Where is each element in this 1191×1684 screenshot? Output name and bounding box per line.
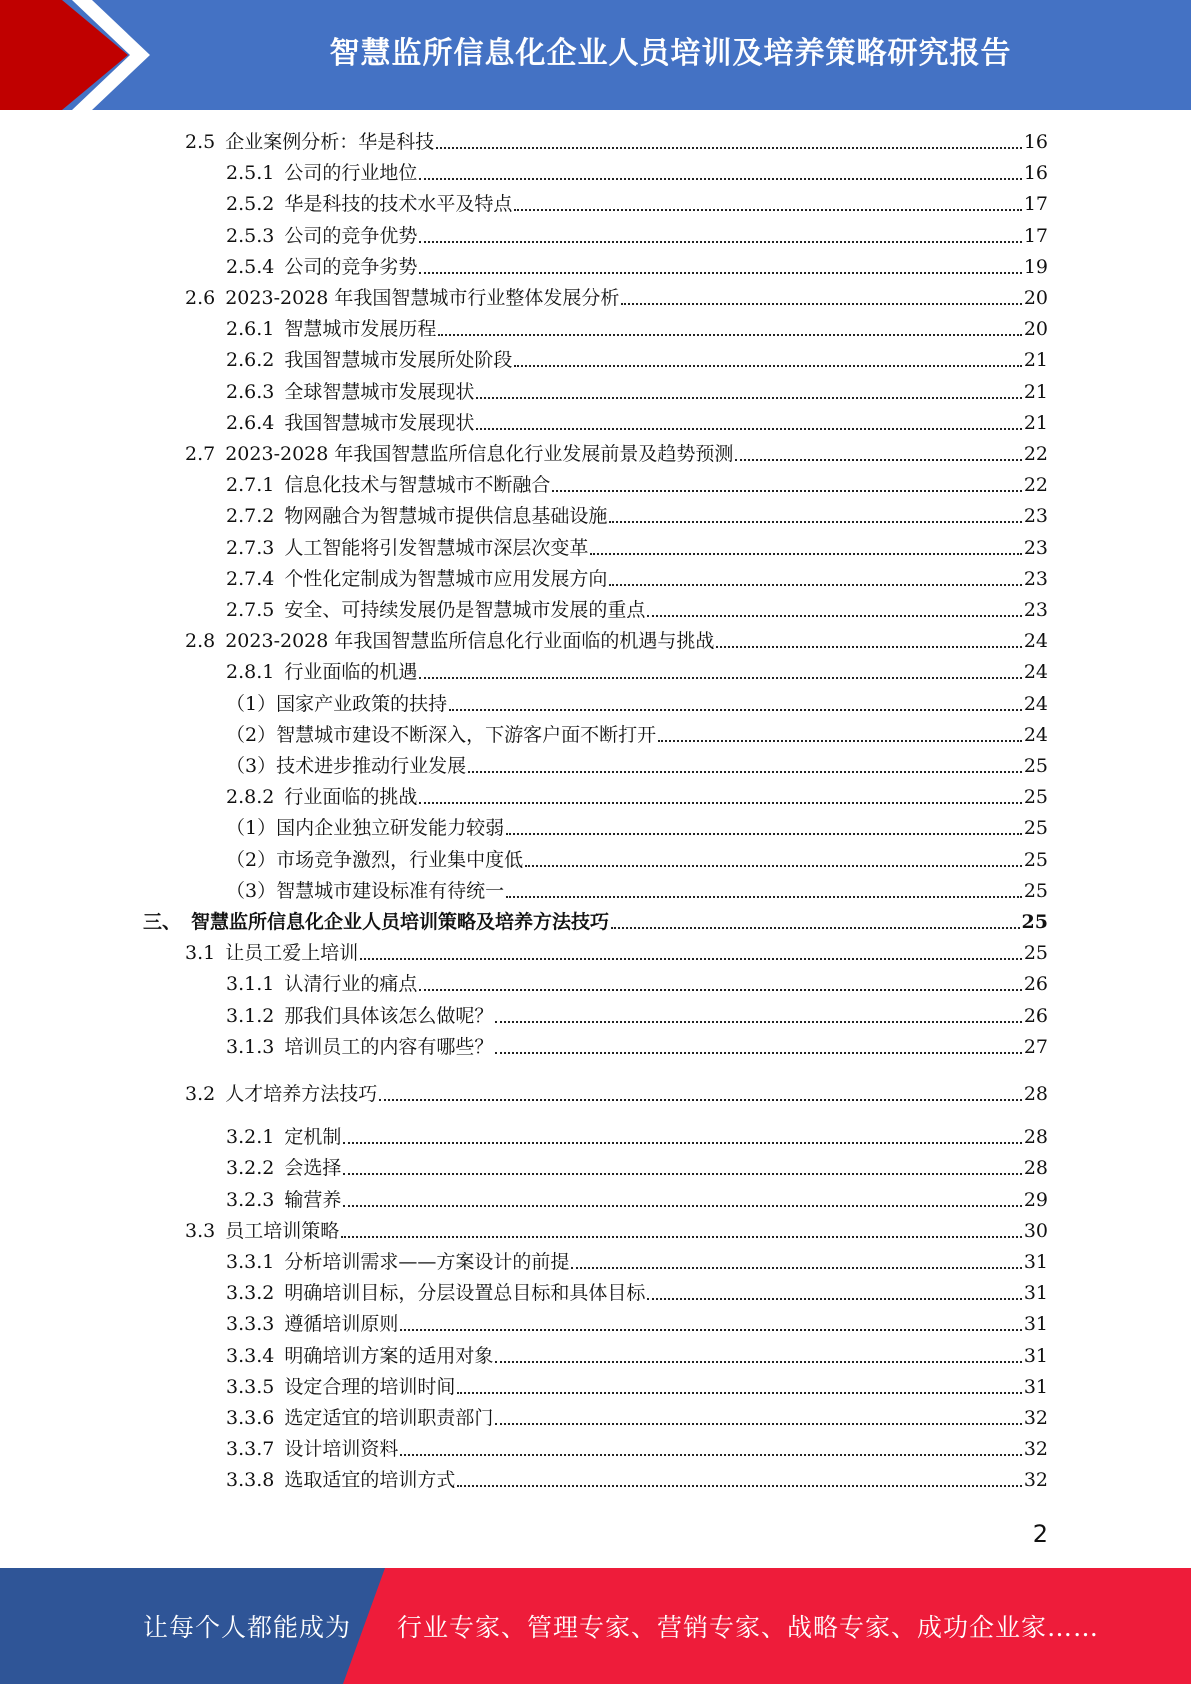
toc-entry-title: 公司的竞争劣势 — [284, 256, 418, 278]
toc-entry[interactable] — [226, 814, 1048, 842]
toc-entry[interactable] — [226, 1033, 1048, 1061]
toc-dot-leader — [419, 802, 1021, 804]
toc-dot-leader — [436, 147, 1022, 149]
footer-slogan-left: 让每个人都能成为 — [143, 1613, 352, 1642]
toc-entry-number: 3.3.6 — [226, 1407, 275, 1429]
toc-entry-page: 26 — [1023, 1005, 1048, 1027]
toc-entry-title: 安全、可持续发展仍是智慧城市发展的重点 — [284, 599, 646, 621]
toc-entry-page: 23 — [1023, 568, 1048, 590]
toc-entry-title: 我国智慧城市发展现状 — [284, 412, 475, 434]
toc-entry[interactable] — [226, 1123, 1048, 1151]
toc-entry-page: 25 — [1023, 880, 1048, 902]
toc-dot-leader — [419, 677, 1021, 679]
toc-entry-title: 员工培训策略 — [225, 1220, 340, 1242]
toc-entry-number: 2.6.2 — [226, 349, 275, 371]
toc-dot-leader — [611, 927, 1020, 929]
toc-entry-number: 2.5.3 — [226, 225, 275, 247]
toc-entry-page: 23 — [1023, 599, 1048, 621]
toc-entry-number: （2） — [226, 724, 277, 746]
toc-entry[interactable] — [226, 1404, 1048, 1432]
toc-dot-leader — [552, 490, 1021, 492]
toc-dot-leader — [457, 1392, 1021, 1394]
toc-entry-number: 2.8.2 — [226, 786, 275, 808]
toc-entry-number: 2.8 — [185, 630, 216, 652]
toc-entry-title: 认清行业的痛点 — [284, 973, 418, 995]
toc-entry-title: 全球智慧城市发展现状 — [284, 381, 475, 403]
toc-entry-page: 23 — [1023, 505, 1048, 527]
toc-entry[interactable] — [226, 846, 1048, 874]
toc-dot-leader — [495, 1361, 1021, 1363]
toc-entry-title: 技术进步推动行业发展 — [276, 755, 467, 777]
toc-entry[interactable] — [185, 1217, 1048, 1245]
toc-dot-leader — [514, 365, 1021, 367]
toc-entry-page: 31 — [1023, 1282, 1048, 1304]
toc-entry-title: 国家产业政策的扶持 — [276, 693, 448, 715]
toc-entry-number: 三、 — [143, 911, 182, 933]
toc-dot-leader — [360, 958, 1022, 960]
toc-dot-leader — [514, 209, 1021, 211]
toc-entry[interactable] — [226, 1154, 1048, 1182]
toc-dot-leader — [571, 1267, 1021, 1269]
toc-entry[interactable] — [226, 565, 1048, 593]
toc-entry-page: 25 — [1023, 755, 1048, 777]
toc-entry-title: 2023-2028 年我国智慧城市行业整体发展分析 — [225, 287, 620, 309]
toc-entry-title: 智慧城市建设不断深入，下游客户面不断打开 — [276, 724, 657, 746]
toc-entry-number: 2.7.3 — [226, 537, 275, 559]
toc-entry-number: （3） — [226, 755, 277, 777]
toc-entry-number: 3.1.3 — [226, 1036, 275, 1058]
toc-entry-page: 25 — [1021, 911, 1048, 933]
toc-entry-page: 28 — [1023, 1126, 1048, 1148]
toc-dot-leader — [621, 303, 1021, 305]
toc-dot-leader — [457, 1485, 1021, 1487]
toc-dot-leader — [647, 1298, 1021, 1300]
toc-entry[interactable] — [226, 596, 1048, 624]
toc-entry-title: 华是科技的技术水平及特点 — [284, 193, 513, 215]
toc-entry-title: 设定合理的培训时间 — [284, 1376, 456, 1398]
toc-entry[interactable] — [226, 346, 1048, 374]
toc-entry-page: 24 — [1023, 693, 1048, 715]
toc-entry-page: 28 — [1023, 1157, 1048, 1179]
toc-entry-page: 31 — [1023, 1376, 1048, 1398]
toc-entry[interactable] — [226, 1310, 1048, 1338]
toc-entry-title: 人工智能将引发智慧城市深层次变革 — [284, 537, 589, 559]
toc-entry[interactable] — [226, 783, 1048, 811]
toc-entry[interactable] — [185, 440, 1048, 468]
toc-dot-leader — [419, 241, 1021, 243]
toc-entry-number: 2.8.1 — [226, 661, 275, 683]
toc-entry-page: 25 — [1023, 786, 1048, 808]
toc-entry-title: 明确培训方案的适用对象 — [284, 1345, 494, 1367]
toc-entry[interactable] — [226, 690, 1048, 718]
toc-entry-number: 3.3.5 — [226, 1376, 275, 1398]
toc-dot-leader — [419, 178, 1021, 180]
toc-entry-page: 31 — [1023, 1345, 1048, 1367]
toc-entry-number: 2.6.3 — [226, 381, 275, 403]
toc-entry[interactable] — [185, 128, 1048, 156]
toc-dot-leader — [419, 272, 1021, 274]
toc-entry-page: 29 — [1023, 1189, 1048, 1211]
toc-entry-title: 智慧城市建设标准有待统一 — [276, 880, 505, 902]
toc-entry-title: 行业面临的挑战 — [284, 786, 418, 808]
toc-entry-number: 2.6 — [185, 287, 216, 309]
toc-entry[interactable] — [226, 159, 1048, 187]
toc-dot-leader — [379, 1099, 1022, 1101]
toc-entry-page: 23 — [1023, 537, 1048, 559]
toc-entry-title: 遵循培训原则 — [284, 1313, 399, 1335]
toc-entry-title: 我国智慧城市发展所处阶段 — [284, 349, 513, 371]
toc-entry-page: 25 — [1023, 817, 1048, 839]
toc-entry-number: 3.1 — [185, 942, 216, 964]
toc-entry-title: 选取适宜的培训方式 — [284, 1469, 456, 1491]
toc-dot-leader — [525, 865, 1022, 867]
toc-entry-number: 3.2.2 — [226, 1157, 275, 1179]
toc-entry[interactable] — [226, 409, 1048, 437]
page-header — [0, 0, 1191, 110]
toc-entry-number: 2.6.1 — [226, 318, 275, 340]
toc-entry-page: 25 — [1023, 849, 1048, 871]
toc-entry-title: 公司的竞争优势 — [284, 225, 418, 247]
toc-entry-title: 智慧监所信息化企业人员培训策略及培养方法技巧 — [191, 911, 610, 933]
footer-slogan-right: 行业专家、管理专家、营销专家、战略专家、成功企业家…… — [397, 1613, 1100, 1642]
toc-entry-title: 那我们具体该怎么做呢？ — [284, 1005, 494, 1027]
toc-entry-number: 3.3.4 — [226, 1345, 275, 1367]
toc-entry-number: 3.3.8 — [226, 1469, 275, 1491]
toc-entry-title: 会选择 — [284, 1157, 342, 1179]
toc-entry-title: 2023-2028 年我国智慧监所信息化行业面临的机遇与挑战 — [225, 630, 715, 652]
toc-entry-title: 企业案例分析：华是科技 — [225, 131, 435, 153]
toc-entry[interactable] — [226, 970, 1048, 998]
page-number: 2 — [1032, 1520, 1048, 1548]
toc-entry-page: 16 — [1023, 131, 1048, 153]
toc-entry-page: 27 — [1023, 1036, 1048, 1058]
toc-dot-leader — [609, 584, 1021, 586]
toc-dot-leader — [400, 1329, 1021, 1331]
toc-dot-leader — [506, 896, 1022, 898]
toc-entry-number: 2.5.1 — [226, 162, 275, 184]
toc-entry-number: 2.7.5 — [226, 599, 275, 621]
toc-entry-title: 人才培养方法技巧 — [225, 1083, 378, 1105]
toc-entry-page: 24 — [1023, 724, 1048, 746]
toc-entry-page: 16 — [1023, 162, 1048, 184]
toc-dot-leader — [658, 740, 1022, 742]
toc-entry[interactable] — [226, 1002, 1048, 1030]
toc-entry-page: 31 — [1023, 1313, 1048, 1335]
toc-entry-title: 输营养 — [284, 1189, 342, 1211]
toc-entry-page: 24 — [1023, 630, 1048, 652]
toc-entry-page: 21 — [1023, 349, 1048, 371]
toc-entry[interactable] — [226, 1248, 1048, 1276]
toc-entry[interactable] — [226, 877, 1048, 905]
toc-dot-leader — [400, 1454, 1021, 1456]
toc-dot-leader — [495, 1021, 1021, 1023]
toc-entry-number: 3.3.2 — [226, 1282, 275, 1304]
toc-entry[interactable] — [185, 1080, 1048, 1108]
toc-entry-title: 定机制 — [284, 1126, 342, 1148]
toc-entry-title: 明确培训目标，分层设置总目标和具体目标 — [284, 1282, 646, 1304]
toc-dot-leader — [419, 989, 1021, 991]
toc-dot-leader — [609, 521, 1021, 523]
toc-entry-page: 17 — [1023, 193, 1048, 215]
toc-entry-number: 2.5 — [185, 131, 216, 153]
toc-dot-leader — [735, 459, 1021, 461]
toc-entry-title: 智慧城市发展历程 — [284, 318, 437, 340]
toc-entry-page: 32 — [1023, 1407, 1048, 1429]
toc-entry-number: 2.5.4 — [226, 256, 275, 278]
toc-entry[interactable] — [226, 1435, 1048, 1463]
toc-dot-leader — [343, 1173, 1021, 1175]
toc-dot-leader — [438, 334, 1021, 336]
toc-entry[interactable] — [226, 1186, 1048, 1214]
toc-entry-page: 24 — [1023, 661, 1048, 683]
toc-dot-leader — [716, 646, 1021, 648]
toc-dot-leader — [449, 709, 1022, 711]
toc-entry[interactable] — [226, 534, 1048, 562]
toc-entry-page: 22 — [1023, 443, 1048, 465]
toc-entry-number: 3.3.7 — [226, 1438, 275, 1460]
toc-entry-number: 3.3 — [185, 1220, 216, 1242]
toc-entry-page: 17 — [1023, 225, 1048, 247]
toc-entry-page: 30 — [1023, 1220, 1048, 1242]
toc-entry-page: 22 — [1023, 474, 1048, 496]
toc-entry-title: 2023-2028 年我国智慧监所信息化行业发展前景及趋势预测 — [225, 443, 734, 465]
page-footer — [0, 1568, 1191, 1684]
toc-entry[interactable] — [226, 471, 1048, 499]
toc-dot-leader — [647, 615, 1021, 617]
toc-entry[interactable] — [226, 222, 1048, 250]
toc-dot-leader — [590, 553, 1021, 555]
toc-entry-page: 31 — [1023, 1251, 1048, 1273]
toc-entry-number: 3.2 — [185, 1083, 216, 1105]
toc-entry[interactable] — [226, 752, 1048, 780]
toc-entry-number: 3.1.1 — [226, 973, 275, 995]
toc-entry-number: （1） — [226, 693, 277, 715]
toc-entry[interactable] — [143, 908, 1048, 936]
toc-entry-number: 2.7 — [185, 443, 216, 465]
toc-entry-title: 选定适宜的培训职责部门 — [284, 1407, 494, 1429]
toc-entry[interactable] — [226, 658, 1048, 686]
toc-entry[interactable] — [226, 721, 1048, 749]
toc-entry[interactable] — [226, 1279, 1048, 1307]
toc-entry-title: 公司的行业地位 — [284, 162, 418, 184]
toc-entry[interactable] — [226, 1466, 1048, 1494]
toc-dot-leader — [343, 1205, 1021, 1207]
toc-entry[interactable] — [226, 253, 1048, 281]
toc-entry-page: 28 — [1023, 1083, 1048, 1105]
toc-dot-leader — [476, 428, 1021, 430]
toc-entry-page: 21 — [1023, 412, 1048, 434]
toc-entry-title: 培训员工的内容有哪些？ — [284, 1036, 494, 1058]
toc-entry-title: 国内企业独立研发能力较弱 — [276, 817, 505, 839]
toc-entry-number: 2.7.2 — [226, 505, 275, 527]
toc-entry-number: （3） — [226, 880, 277, 902]
toc-dot-leader — [343, 1142, 1021, 1144]
toc-entry-page: 26 — [1023, 973, 1048, 995]
toc-entry[interactable] — [226, 502, 1048, 530]
toc-entry-title: 让员工爱上培训 — [225, 942, 359, 964]
toc-dot-leader — [495, 1052, 1021, 1054]
toc-dot-leader — [495, 1423, 1021, 1425]
toc-entry[interactable] — [226, 190, 1048, 218]
toc-entry-title: 物网融合为智慧城市提供信息基础设施 — [284, 505, 608, 527]
toc-entry-title: 市场竞争激烈，行业集中度低 — [276, 849, 524, 871]
toc-entry[interactable] — [185, 284, 1048, 312]
toc-entry-title: 信息化技术与智慧城市不断融合 — [284, 474, 551, 496]
toc-entry[interactable] — [185, 939, 1048, 967]
toc-entry-number: 3.3.3 — [226, 1313, 275, 1335]
toc-entry-page: 25 — [1023, 942, 1048, 964]
toc-entry[interactable] — [226, 1373, 1048, 1401]
toc-entry-page: 32 — [1023, 1438, 1048, 1460]
toc-entry-page: 20 — [1023, 287, 1048, 309]
toc-dot-leader — [476, 397, 1021, 399]
toc-entry-title: 分析培训需求——方案设计的前提 — [284, 1251, 570, 1273]
toc-entry[interactable] — [185, 627, 1048, 655]
toc-dot-leader — [341, 1236, 1022, 1238]
toc-entry-number: 3.2.3 — [226, 1189, 275, 1211]
toc-entry-page: 21 — [1023, 381, 1048, 403]
toc-entry-page: 20 — [1023, 318, 1048, 340]
toc-dot-leader — [506, 833, 1022, 835]
toc-entry[interactable] — [226, 378, 1048, 406]
toc-entry-number: 3.3.1 — [226, 1251, 275, 1273]
toc-entry-number: 3.2.1 — [226, 1126, 275, 1148]
toc-entry-title: 个性化定制成为智慧城市应用发展方向 — [284, 568, 608, 590]
toc-entry-number: 2.5.2 — [226, 193, 275, 215]
toc-entry-number: 3.1.2 — [226, 1005, 275, 1027]
toc-entry-number: （2） — [226, 849, 277, 871]
toc-entry-number: （1） — [226, 817, 277, 839]
toc-entry-page: 19 — [1023, 256, 1048, 278]
toc-entry-number: 2.6.4 — [226, 412, 275, 434]
toc-entry-page: 32 — [1023, 1469, 1048, 1491]
toc-entry-title: 设计培训资料 — [284, 1438, 399, 1460]
toc-entry[interactable] — [226, 1342, 1048, 1370]
report-title: 智慧监所信息化企业人员培训及培养策略研究报告 — [329, 36, 1012, 71]
toc-entry[interactable] — [226, 315, 1048, 343]
toc-entry-number: 2.7.1 — [226, 474, 275, 496]
toc-entry-title: 行业面临的机遇 — [284, 661, 418, 683]
toc-dot-leader — [468, 771, 1022, 773]
toc-entry-number: 2.7.4 — [226, 568, 275, 590]
